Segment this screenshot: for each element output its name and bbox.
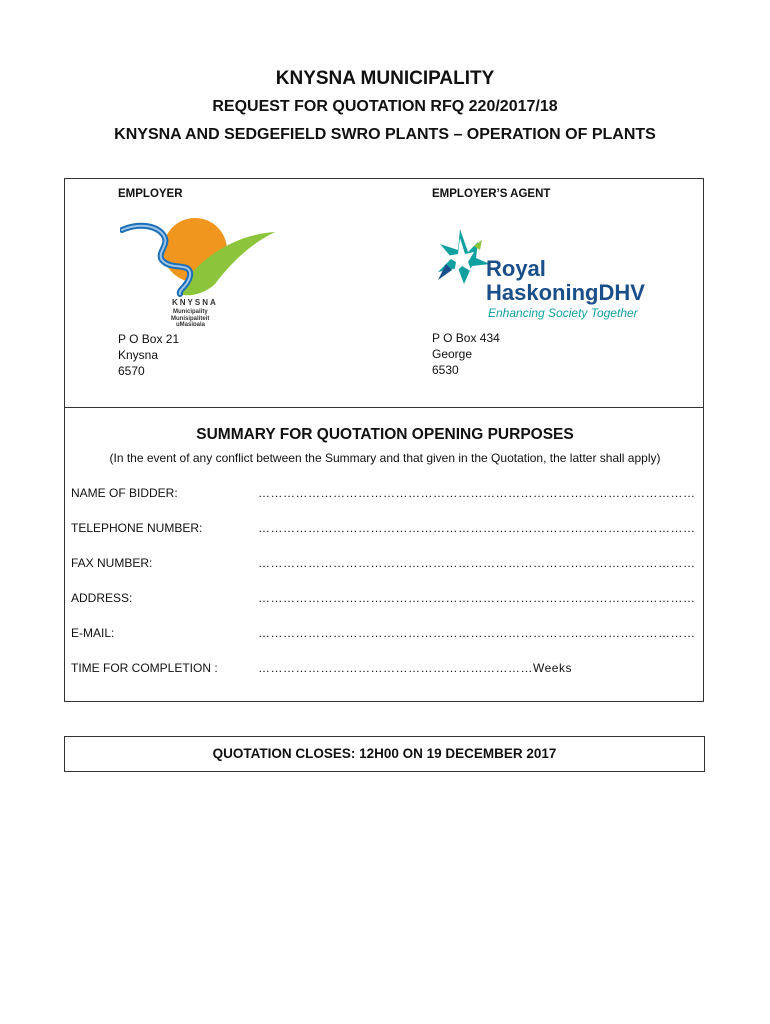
logo-municipality-text: Municipality (173, 309, 208, 315)
agent-address-line: George (432, 347, 473, 361)
quotation-closing-notice: QUOTATION CLOSES: 12H00 ON 19 DECEMBER 2017 (64, 736, 705, 772)
employer-address-line: 6570 (118, 364, 145, 378)
star-icon (438, 229, 490, 284)
agent-address-line: P O Box 434 (432, 331, 500, 345)
summary-box (64, 408, 704, 702)
agent-heading: EMPLOYER’S AGENT (432, 188, 551, 200)
logo-knysna-text: KNYSNA (172, 298, 218, 307)
field-blank[interactable]: …………………………………………………………Weeks (258, 661, 572, 675)
document-title: KNYSNA MUNICIPALITY (275, 68, 495, 89)
field-blank[interactable]: …………………………………………………………………………………………… (258, 486, 696, 500)
name-of-bidder-field[interactable] (71, 486, 696, 504)
address-field[interactable] (71, 591, 696, 609)
royal-haskoningdhv-logo (430, 224, 655, 324)
parties-box (64, 178, 704, 408)
employer-address-line: P O Box 21 (118, 332, 180, 346)
logo-royal-text: Royal (486, 256, 546, 281)
field-label: NAME OF BIDDER: (71, 486, 178, 500)
field-blank[interactable]: …………………………………………………………………………………………… (258, 626, 696, 640)
field-label: TIME FOR COMPLETION : (71, 661, 218, 675)
email-field[interactable] (71, 626, 696, 644)
field-label: TELEPHONE NUMBER: (71, 521, 203, 535)
project-title: KNYSNA AND SEDGEFIELD SWRO PLANTS – OPERATION OF PLANTS (114, 126, 656, 143)
employer-address (118, 331, 179, 379)
field-label: FAX NUMBER: (71, 556, 153, 570)
fax-number-field[interactable] (71, 556, 696, 574)
employer-heading: EMPLOYER (118, 188, 183, 200)
logo-tagline-text: Enhancing Society Together (488, 306, 638, 320)
agent-address (432, 330, 500, 378)
logo-munisipaliteit-text: Munisipaliteit (171, 316, 210, 322)
logo-haskoningdhv-text: HaskoningDHV (486, 280, 645, 305)
rfq-number: REQUEST FOR QUOTATION RFQ 220/2017/18 (212, 98, 558, 115)
employer-address-line: Knysna (118, 348, 159, 362)
logo-umasipala-text: uMasipala (176, 322, 206, 326)
summary-title: SUMMARY FOR QUOTATION OPENING PURPOSES (196, 426, 574, 443)
agent-address-line: 6530 (432, 363, 459, 377)
time-for-completion-field[interactable] (71, 661, 691, 679)
field-blank[interactable]: …………………………………………………………………………………………… (258, 591, 696, 605)
field-label: E-MAIL: (71, 626, 115, 640)
knysna-municipality-logo (120, 214, 280, 326)
field-label: ADDRESS: (71, 591, 133, 605)
field-blank[interactable]: …………………………………………………………………………………………… (258, 521, 696, 535)
summary-note: (In the event of any conflict between the Summary and that given in the Quotation, the latter shall apply) (109, 451, 661, 465)
field-blank[interactable]: …………………………………………………………………………………………… (258, 556, 696, 570)
telephone-number-field[interactable] (71, 521, 696, 539)
